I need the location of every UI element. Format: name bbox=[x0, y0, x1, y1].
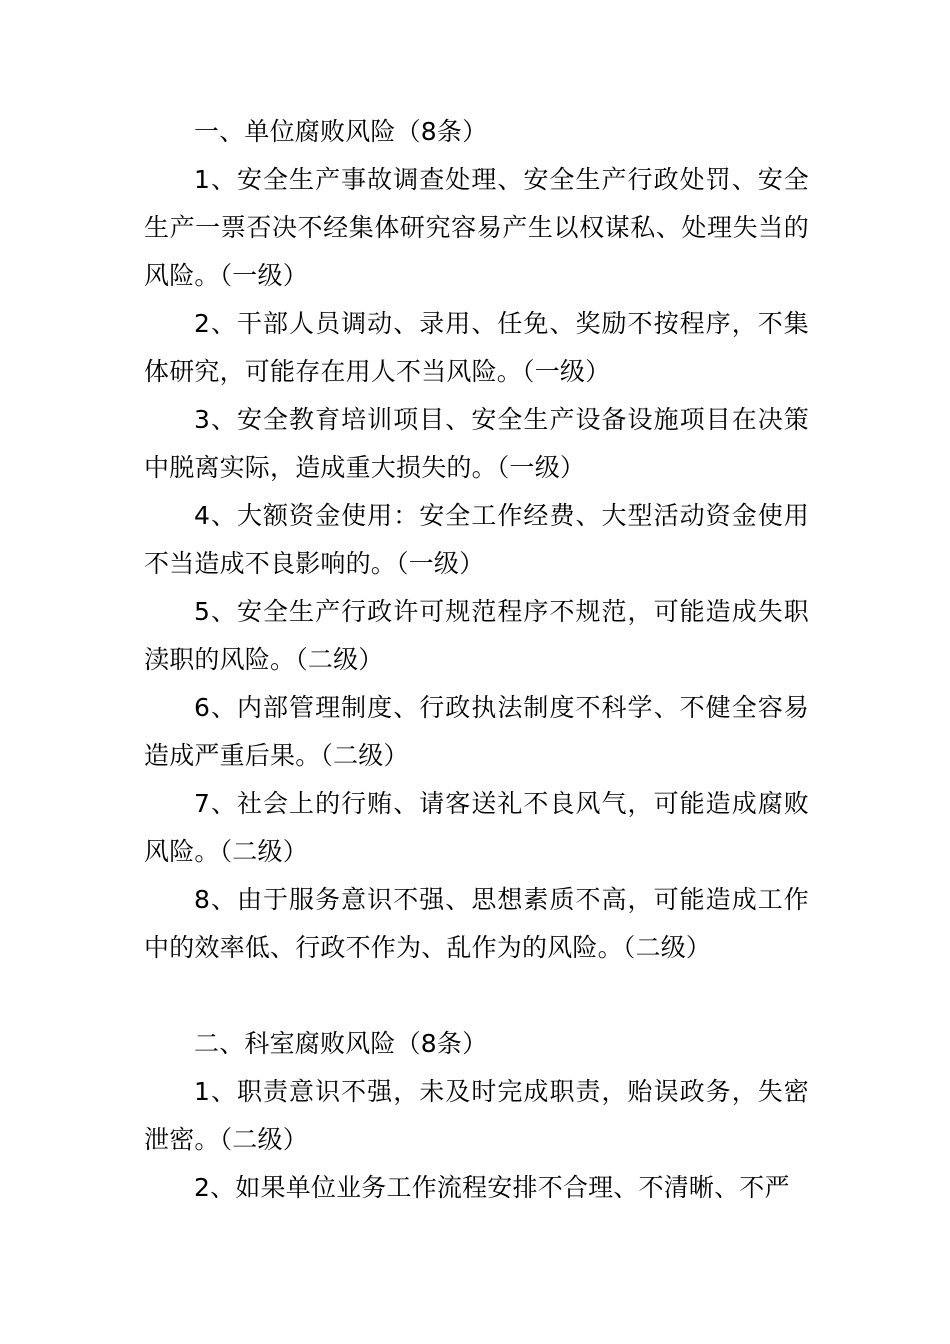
section-1-item-3: 3、安全教育培训项目、安全生产设备设施项目在决策中脱离实际，造成重大损失的。（一级） bbox=[144, 405, 809, 482]
section-1-item-6: 6、内部管理制度、行政执法制度不科学、不健全容易造成严重后果。（二级） bbox=[144, 693, 809, 770]
section-1-item-2: 2、干部人员调动、录用、任免、奖励不按程序，不集体研究，可能存在用人不当风险。（一级） bbox=[144, 309, 809, 386]
section-1-heading: 一、单位腐败风险（8条） bbox=[194, 117, 488, 146]
section-1-item-4: 4、大额资金使用：安全工作经费、大型活动资金使用不当造成不良影响的。（一级） bbox=[144, 501, 809, 578]
section-2-item-1: 1、职责意识不强，未及时完成职责，贻误政务，失密泄密。（二级） bbox=[144, 1077, 809, 1154]
section-2-heading: 二、科室腐败风险（8条） bbox=[194, 1029, 488, 1058]
section-1-item-8: 8、由于服务意识不强、思想素质不高，可能造成工作中的效率低、行政不作为、乱作为的风险。（二级） bbox=[144, 885, 809, 962]
section-1-item-1: 1、安全生产事故调查处理、安全生产行政处罚、安全生产一票否决不经集体研究容易产生以权谋私、处理失当的风险。（一级） bbox=[144, 165, 809, 290]
section-2-item-2: 2、如果单位业务工作流程安排不合理、不清晰、不严 bbox=[194, 1173, 790, 1202]
section-1-item-5: 5、安全生产行政许可规范程序不规范，可能造成失职渎职的风险。（二级） bbox=[144, 597, 809, 674]
document-body bbox=[144, 108, 809, 1212]
section-1-item-7: 7、社会上的行贿、请客送礼不良风气，可能造成腐败风险。（二级） bbox=[144, 789, 809, 866]
